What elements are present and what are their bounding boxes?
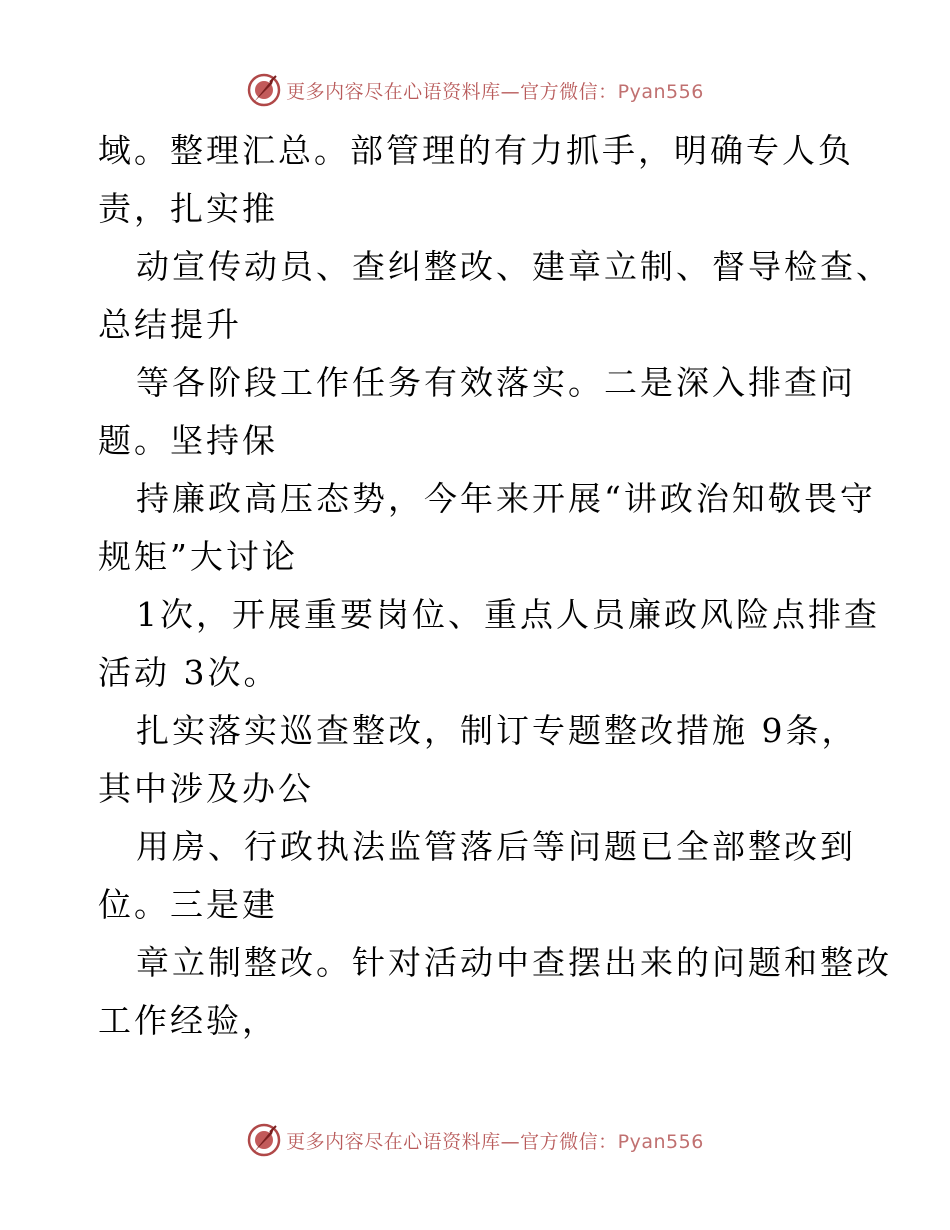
quill-logo-icon [246,1122,282,1158]
paragraph-5: 1次，开展重要岗位、重点人员廉政风险点排查 活动 3次。 [98,595,880,692]
paragraph-1: 域。整理汇总。部管理的有力抓手，明确专人负 责，扎实推 [98,131,854,228]
footer-watermark-banner [0,1120,950,1160]
header-banner-text: 更多内容尽在心语资料库—官方微信：Pyan556 [286,80,704,103]
document-body [98,122,892,1050]
header-watermark-banner [0,70,950,110]
quill-logo-icon [246,72,282,108]
paragraph-4: 持廉政高压态势，今年来开展“讲政治知敬畏守 规矩”大讨论 [98,479,876,576]
paragraph-2: 动宣传动员、查纠整改、建章立制、督导检查、 总结提升 [98,247,892,344]
paragraph-8: 章立制整改。针对活动中查摆出来的问题和整改 工作经验， [98,943,892,1040]
footer-wechat-id: Pyan556 [617,1130,704,1153]
footer-banner-text: 更多内容尽在心语资料库—官方微信：Pyan556 [286,1130,704,1153]
paragraph-7: 用房、行政执法监管落后等问题已全部整改到 位。三是建 [98,827,856,924]
header-wechat-id: Pyan556 [617,80,704,103]
paragraph-6: 扎实落实巡查整改，制订专题整改措施 9条， 其中涉及办公 [98,711,858,808]
paragraph-3: 等各阶段工作任务有效落实。二是深入排查问 题。坚持保 [98,363,856,460]
